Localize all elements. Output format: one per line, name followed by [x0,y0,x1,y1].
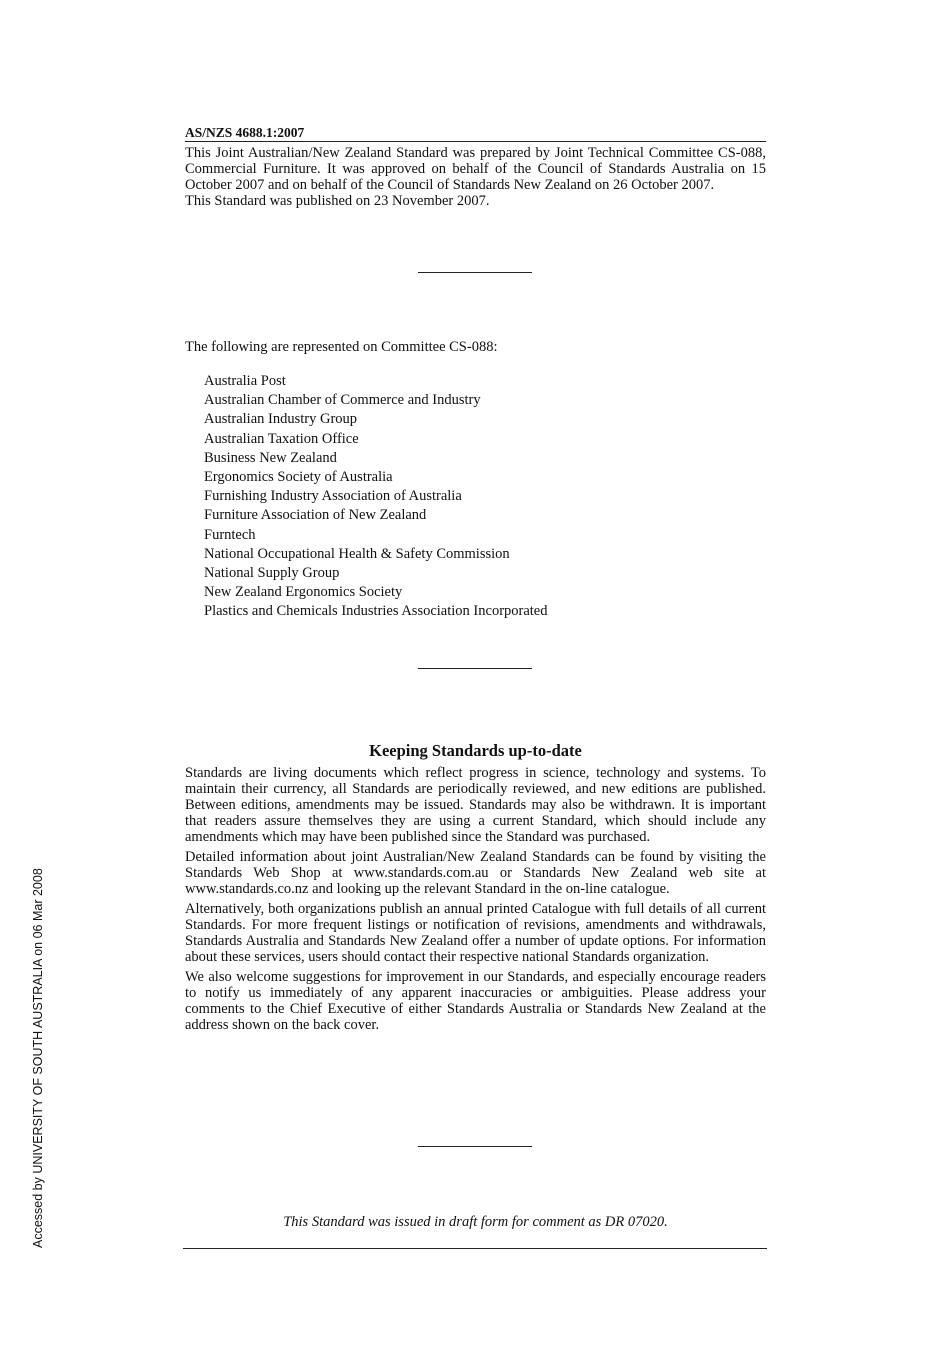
preparation-paragraph: This Joint Australian/New Zealand Standard was prepared by Joint Technical Committee CS-088, Commercial Furniture. It was approved on behalf of the Council of Standards Australia on 15 October 2007 and on behalf of the Council of Standards New Zealand on 26 October 2007. [185,145,766,193]
preparation-notice [185,145,766,209]
committee-member-list [204,372,548,622]
committee-member: National Supply Group [204,565,340,582]
committee-member: Furniture Association of New Zealand [204,507,427,524]
publication-date-paragraph: This Standard was published on 23 November 2007. [185,193,490,209]
committee-member: Australian Taxation Office [204,430,359,447]
committee-member: National Occupational Health & Safety Commission [204,545,510,562]
committee-member: Furnishing Industry Association of Australia [204,488,462,505]
draft-note: This Standard was issued in draft form for comment as DR 07020. [283,1214,668,1230]
committee-member: New Zealand Ergonomics Society [204,584,403,601]
keeping-standards-paragraph: Alternatively, both organizations publish an annual printed Catalogue with full details of all current Standards. For more frequent listings or notification of revisions, amendments and withdrawals, Standards Australia and Standards New Zealand offer a number of update options. For information about these services, users should contact their respective national Standards organization. [185,901,766,965]
keeping-standards-paragraph: Standards are living documents which reflect progress in science, technology and systems. To maintain their currency, all Standards are periodically reviewed, and new editions are published. Between editions, amendments may be issued. Standards may also be withdrawn. It is important that readers assure themselves they are using a current Standard, which should include any amendments which may have been published since the Standard was purchased. [185,765,766,845]
section-divider [418,668,532,669]
keeping-standards-paragraph: Detailed information about joint Australian/New Zealand Standards can be found by visiting the Standards Web Shop at www.standards.com.au or Standards New Zealand web site at www.standards.co.nz and looking up the relevant Standard in the on-line catalogue. [185,849,766,897]
keeping-standards-body [185,765,766,1037]
section-divider [418,1146,532,1147]
keeping-standards-heading: Keeping Standards up-to-date [369,741,582,760]
committee-member: Business New Zealand [204,449,337,466]
standard-code: AS/NZS 4688.1:2007 [185,125,766,142]
footer-rule [183,1248,767,1249]
keeping-standards-paragraph: We also welcome suggestions for improvement in our Standards, and especially encourage readers to notify us immediately of any apparent inaccuracies or ambiguities. Please address your comments to the Chief Executive of either Standards Australia or Standards New Zealand at the address shown on the back cover. [185,969,766,1033]
access-watermark: Accessed by UNIVERSITY OF SOUTH AUSTRALIA on 06 Mar 2008 [31,868,45,1248]
section-divider [418,272,532,273]
committee-member: Ergonomics Society of Australia [204,469,393,486]
committee-member: Plastics and Chemicals Industries Association Incorporated [204,603,548,620]
committee-member: Australian Industry Group [204,411,358,428]
committee-intro: The following are represented on Committee CS-088: [185,339,498,355]
committee-member: Furntech [204,526,256,543]
committee-member: Australia Post [204,373,286,389]
committee-member: Australian Chamber of Commerce and Industry [204,392,481,409]
